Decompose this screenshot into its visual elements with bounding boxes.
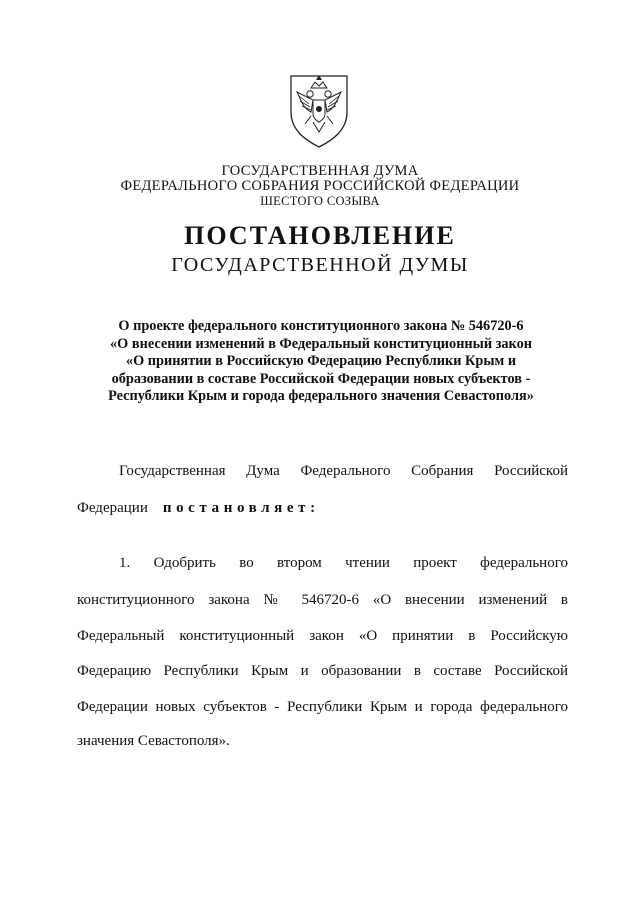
coat-of-arms-icon — [283, 70, 355, 150]
document-subtitle: ГОСУДАРСТВЕННОЙ ДУМЫ — [171, 254, 469, 276]
subject-line: образовании в составе Российской Федерации новых субъектов - — [111, 370, 531, 387]
subject-line: «О внесении изменений в Федеральный конституционный закон — [110, 335, 532, 352]
operative-verb: постановляет: — [162, 500, 320, 516]
item-line: конституционного закона № 546720-6 «О внесении изменений в — [77, 592, 568, 608]
subject-line: О проекте федерального конституционного закона № 546720-6 — [118, 318, 524, 334]
preamble-subject: Федерации — [77, 500, 148, 516]
item-line: Федерацию Республики Крым и образовании в составе Российской — [77, 663, 568, 679]
document-title: ПОСТАНОВЛЕНИЕ — [184, 221, 456, 250]
preamble-line: Государственная Дума Федерального Собрания Российской — [119, 463, 568, 479]
org-name-line2: ФЕДЕРАЛЬНОГО СОБРАНИЯ РОССИЙСКОЙ ФЕДЕРАЦИИ — [120, 178, 520, 194]
item-line: Федерации новых субъектов - Республики Крым и города федерального — [77, 699, 568, 715]
item-line: Федеральный конституционный закон «О принятии в Российскую — [77, 628, 568, 644]
subject-line: Республики Крым и города федерального значения Севастополя» — [108, 388, 534, 404]
preamble-line — [77, 498, 568, 518]
subject-line: «О принятии в Российскую Федерацию Республики Крым и — [125, 353, 517, 369]
item-line: 1. Одобрить во втором чтении проект федерального — [119, 555, 568, 571]
org-name-line1: ГОСУДАРСТВЕННАЯ ДУМА — [221, 163, 419, 179]
item-line: значения Севастополя». — [77, 733, 230, 749]
convocation: ШЕСТОГО СОЗЫВА — [260, 194, 380, 208]
resolution-subject — [80, 318, 562, 406]
